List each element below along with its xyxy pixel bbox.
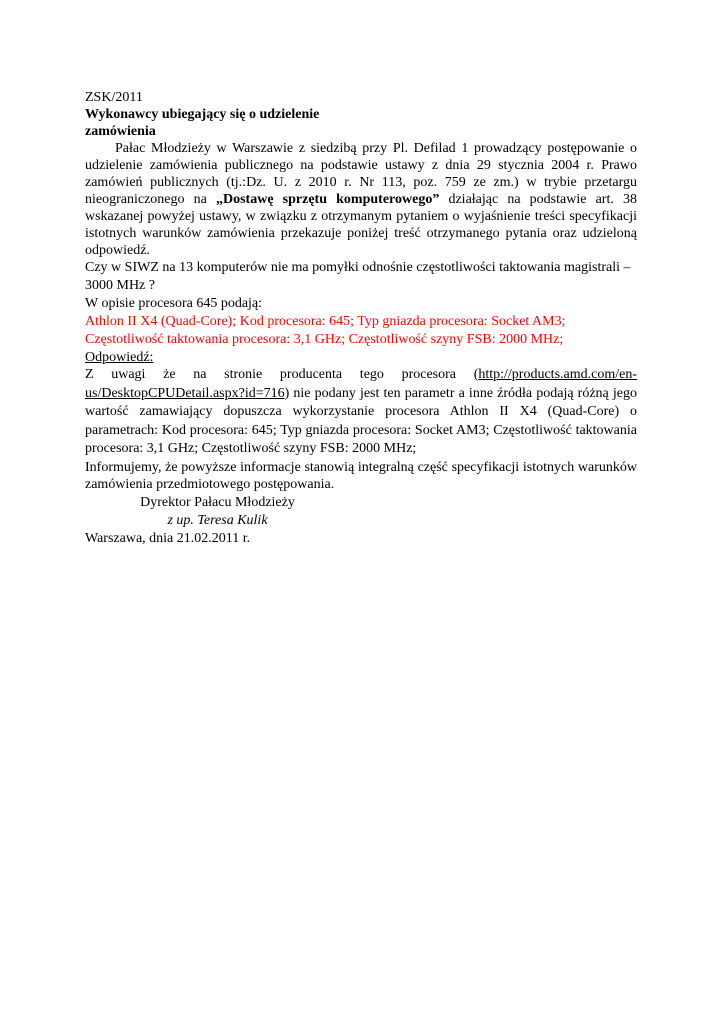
intro-paragraph xyxy=(85,140,637,259)
answer-label: Odpowiedź: xyxy=(85,350,154,365)
intro-text-1: Pałac Młodzieży w Warszawie z siedzibą przy Pl. Defilad 1 prowadzący postępowanie o udzielenie zamówienia publicznego na podstawie ustawy z dnia 29 stycznia 2004 r. Prawo zamówień publicznych (tj.:Dz. U. z 2010 r. Nr 113, poz. 759 ze zm.) w trybie przetargu nieograniczonego na xyxy=(85,141,637,207)
closing-paragraph: Informujemy, że powyższe informacje stanowią integralną część specyfikacji istotnych warunków zamówienia przedmiotowego postępowania. xyxy=(85,459,637,492)
addressee-heading: Wykonawcy ubiegający się o udzielenie zamówienia xyxy=(85,107,320,139)
signature-block xyxy=(85,494,350,530)
question-text: Czy w SIWZ na 13 komputerów nie ma pomyłki odnośnie częstotliwości taktowania magistrali – 3000 MHz ? xyxy=(85,260,631,293)
intro-bold-phrase: „Dostawę sprzętu komputerowego” xyxy=(216,192,440,207)
reference-number: ZSK/2011 xyxy=(85,90,143,105)
question-section xyxy=(85,259,637,349)
answer-paragraph xyxy=(85,366,637,459)
answer-text-2: ) nie podany jest ten parametr a inne źródła podają różną jego wartość zamawiający dopuszcza wykorzystanie procesora Athlon II X4 (Quad-Core) o parametrach: Kod procesora: 645; Typ gniazda procesora: Socket AM3; Częstotliwość taktowania procesora: 3,1 GHz; Częstotliwość szyny FSB: 2000 MHz; xyxy=(85,385,637,456)
signature-title: Dyrektor Pałacu Młodzieży xyxy=(140,494,295,510)
date-line: Warszawa, dnia 21.02.2011 r. xyxy=(85,530,251,546)
intro-text-2: działając na podstawie art. 38 wskazanej powyżej ustawy, w związku z otrzymanym pytaniem o wyjaśnienie treści specyfikacji istotnych warunków zamówienia przekazuje poniżej treść otrzymanego pytania oraz udzieloną odpowiedź. xyxy=(85,192,637,258)
processor-spec-red-text: Athlon II X4 (Quad-Core); Kod procesora: 645; Typ gniazda procesora: Socket AM3; Częstotliwość taktowania procesora: 3,1 GHz; Częstotliwość szyny FSB: 2000 MHz; xyxy=(85,314,566,347)
question-intro-line: W opisie procesora 645 podają: xyxy=(85,296,263,311)
answer-text-1: Z uwagi że na stronie producenta tego procesora ( xyxy=(85,367,479,382)
signature-name: z up. Teresa Kulik xyxy=(167,512,268,528)
amd-product-link[interactable]: http://products.amd.com/en-us/DesktopCPUDetail.aspx?id=716 xyxy=(85,367,637,401)
